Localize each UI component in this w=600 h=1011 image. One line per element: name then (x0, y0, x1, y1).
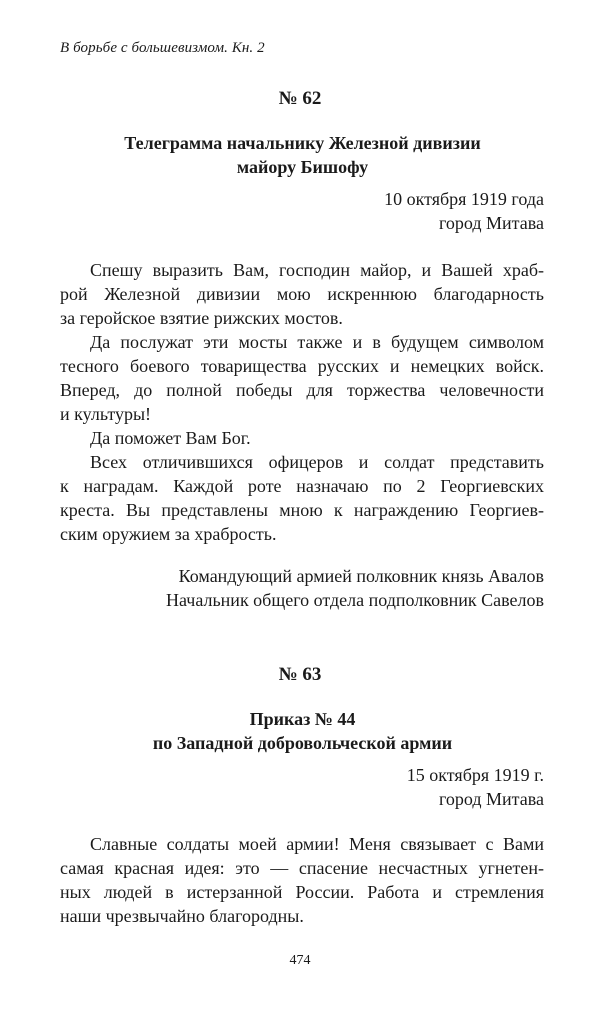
doc63-number: № 63 (278, 664, 322, 685)
doc62-body (60, 258, 544, 546)
doc63-title (60, 707, 545, 755)
body-line: Вперед, до полной победы для торжества человечности (60, 380, 544, 400)
body-line: за геройское взятие рижских мостов. (60, 308, 343, 328)
doc62-title-line: Телеграмма начальнику Железной дивизии (124, 133, 481, 153)
doc62-title (60, 131, 545, 179)
body-line: ским оружием за храбрость. (60, 524, 277, 544)
body-line: креста. Вы представлены мною к награждению Георгиев- (60, 500, 544, 520)
body-line: Всех отличившихся офицеров и солдат представить (90, 452, 544, 472)
running-head: В борьбе с большевизмом. Кн. 2 (60, 40, 265, 56)
doc62-place: город Митава (438, 213, 544, 233)
body-line: к наградам. Каждой роте назначаю по 2 Георгиевских (60, 476, 544, 496)
page-number: 474 (289, 953, 311, 968)
signature-line: Командующий армией полковник князь Авалов (178, 566, 544, 586)
body-line: самая красная идея: это — спасение несчастных угнетен- (60, 858, 544, 878)
body-line: рой Железной дивизии мою искреннюю благодарность (60, 284, 544, 304)
doc62-signatures (166, 564, 544, 612)
doc63-title-line: Приказ № 44 (249, 709, 356, 729)
doc62-number: № 62 (278, 88, 322, 109)
body-line: тесного боевого товарищества русских и немецких войск. (60, 356, 544, 376)
doc63-body (60, 832, 544, 928)
body-line: Да поможет Вам Бог. (90, 428, 251, 448)
doc63-title-line: по Западной добровольческой армии (152, 733, 453, 753)
doc63-dateline (407, 763, 544, 811)
body-line: наши чрезвычайно благородны. (60, 906, 304, 926)
doc62-date: 10 октября 1919 года (384, 189, 544, 209)
doc63-date: 15 октября 1919 г. (406, 765, 544, 785)
doc62-dateline (384, 187, 544, 235)
body-line: Славные солдаты моей армии! Меня связывает с Вами (90, 834, 544, 854)
body-line: и культуры! (60, 404, 152, 424)
body-line: ных людей в истерзанной России. Работа и стремления (60, 882, 544, 902)
doc63-place: город Митава (438, 789, 544, 809)
body-line: Спешу выразить Вам, господин майор, и Вашей храб- (90, 260, 544, 280)
signature-line: Начальник общего отдела подполковник Савелов (166, 590, 544, 610)
doc62-title-line: майору Бишофу (236, 157, 369, 177)
body-line: Да послужат эти мосты также и в будущем символом (90, 332, 544, 352)
